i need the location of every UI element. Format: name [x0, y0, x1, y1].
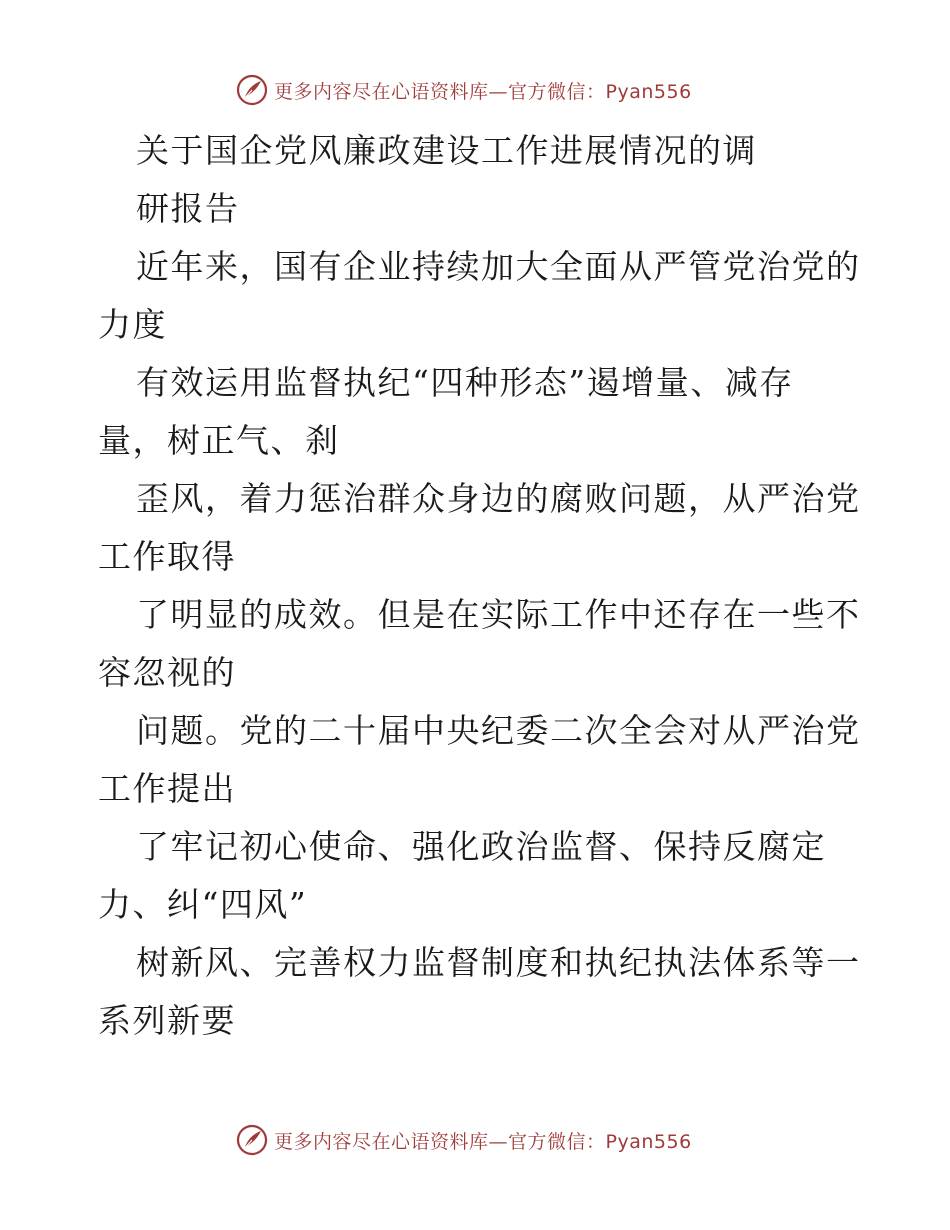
doc-line: 力度	[98, 305, 167, 344]
banner-main: 更多内容尽在心语资料库	[274, 1130, 489, 1153]
header-watermark-banner	[236, 72, 692, 108]
doc-line: 量，树正气、刹	[98, 421, 340, 460]
doc-line: 关于国企党风廉政建设工作进展情况的调	[136, 131, 757, 170]
banner-text	[274, 1127, 692, 1154]
doc-line: 有效运用监督执纪“四种形态”遏增量、减存	[136, 363, 794, 402]
banner-contact-value: Pyan556	[605, 80, 692, 103]
footer-watermark-banner	[236, 1122, 692, 1158]
feather-quill-logo-icon	[236, 74, 268, 106]
doc-line: 树新风、完善权力监督制度和执纪执法体系等一	[136, 943, 861, 982]
doc-line: 研报告	[136, 189, 240, 228]
doc-line: 歪风，着力惩治群众身边的腐败问题，从严治党	[136, 479, 861, 518]
doc-line: 问题。党的二十届中央纪委二次全会对从严治党	[136, 711, 861, 750]
doc-line: 容忽视的	[98, 653, 236, 692]
doc-line: 了牢记初心使命、强化政治监督、保持反腐定	[136, 827, 826, 866]
doc-line: 力、纠“四风”	[98, 885, 308, 924]
banner-contact-value: Pyan556	[605, 1130, 692, 1153]
banner-text	[274, 77, 692, 104]
doc-line: 系列新要	[98, 1001, 236, 1040]
document-body	[98, 122, 861, 1050]
doc-line: 了明显的成效。但是在实际工作中还存在一些不	[136, 595, 861, 634]
banner-dash: —	[488, 1130, 509, 1153]
banner-contact-label: 官方微信：	[508, 1130, 606, 1153]
doc-line: 近年来，国有企业持续加大全面从严管党治党的	[136, 247, 861, 286]
feather-quill-logo-icon	[236, 1124, 268, 1156]
banner-contact-label: 官方微信：	[508, 80, 606, 103]
doc-line: 工作取得	[98, 537, 236, 576]
banner-main: 更多内容尽在心语资料库	[274, 80, 489, 103]
doc-line: 工作提出	[98, 769, 236, 808]
banner-dash: —	[488, 80, 509, 103]
